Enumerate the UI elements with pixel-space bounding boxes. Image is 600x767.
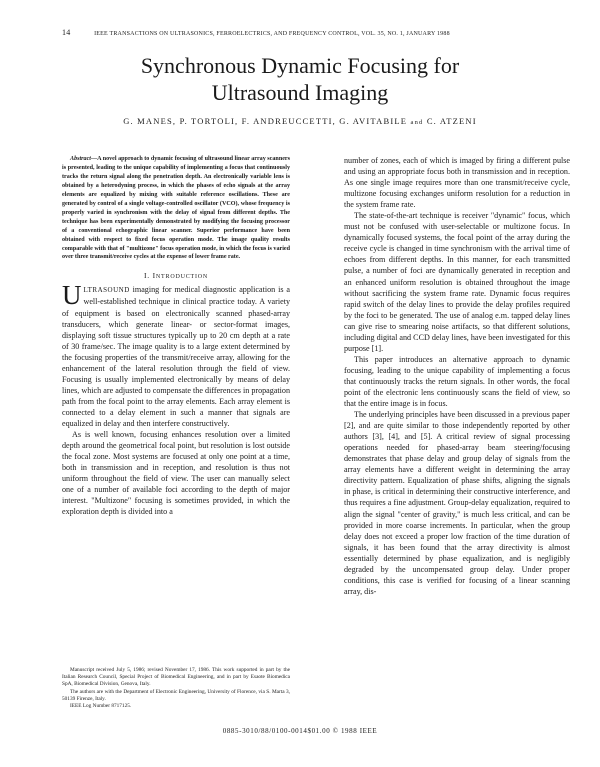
running-head xyxy=(62,28,550,37)
footnotes xyxy=(62,667,290,710)
abstract xyxy=(62,155,290,262)
title-line-1: Synchronous Dynamic Focusing for xyxy=(140,53,460,78)
page-number: 14 xyxy=(62,28,71,37)
paper-title xyxy=(40,52,560,106)
section-title-initial: I xyxy=(152,271,156,281)
section-heading-introduction xyxy=(62,271,290,280)
abstract-text: —A novel approach to dynamic focusing of ultrasound linear array scanners is presented, leading to the unique capability of implementing a focus that continuously tracks the return signal along the penetration depth. An electronically variable lens is obtained by a heterodyning process, in which the phases of echo signals at the array elements are equalized by mixing with suitable reference oscillations. These are generated by control of a single voltage-controlled oscillator (VCO), whose frequency is properly varied in synchronism with the delay of signal from different depths. The technique has been experimentally demonstrated by modifying the focusing processor of a conventional echographic linear scanner. Superior performance have been obtained with respect to fixed focus operation mode. The image quality results comparable with that of "multizone" focus operation mode, in which the focus is varied over three transmit/receive cycles at the expense of lower frame rate. xyxy=(62,156,290,261)
intro-paragraph-1-text: imaging for medical diagnostic application is a well-established technique in clinical practice today. A variety of equipment is based on electronically scanned phased-array transducers, which generate linear- or sector-format images, displaying soft tissue structures typically up to 20 cm depth at a rate of 30 frame/sec. The image quality is to a large extent determined by the focusing properties of the transmit/receive array, allowing for the enhancement of the lateral resolution through the field of view. Focusing is usually implemented electronically by means of delay lines, which are adjusted to compensate the differences in propagation path from the focal point to the array elements. Each array element is connected to a delay element in such a manner that signals are equalized in delay and then interfere constructively. xyxy=(62,285,290,428)
authors-last: C. ATZENI xyxy=(426,116,477,126)
right-paragraph-3: This paper introduces an alternative approach to dynamic focusing, leading to the unique capability of implementing a focus that continuously tracks the return signals. In other words, the focal point of the electronic lens continuously scans the field of view, so that the entire image is in focus. xyxy=(344,354,570,409)
right-paragraph-4: The underlying principles have been discussed in a previous paper [2], and are quite similar to those independently reported by other authors [3], [4], and [5]. A critical review of signal processing operations needed for phased-array beam steering/focusing demonstrates that phase delay and group delay of signals from the array elements have a different weight in determining the array directivity pattern. Equalization of phase shifts, aligning the signals in phase, is critical in determining their constructive interference, and thus requires a fine adjustment. Group-delay equalization, required to align the signal "center of gravity," is much less critical, and can be provided in more coarse increments. In particular, when the group delay does not exceed a proper low fraction of the time duration of signals, it has been found that the array directivity is almost essentially determined by phase equalization, and is negligibly degraded by the uncompensated group delay. Under proper conditions, this case is verified for focusing of a linear scanning array, dis- xyxy=(344,410,570,596)
journal-name: IEEE TRANSACTIONS ON ULTRASONICS, FERROELECTRICS, AND FREQUENCY CONTROL, VOL. 35, NO. 1, JANUARY 1988 xyxy=(94,31,450,37)
footnote-log-number: IEEE Log Number 8717125. xyxy=(70,703,132,710)
copyright-code: 0885-3010/88/0100-0014$01.00 © 1988 IEEE xyxy=(222,727,378,735)
right-column xyxy=(344,155,570,597)
section-title-rest: NTRODUCTION xyxy=(155,274,209,281)
footnote-affiliation: The authors are with the Department of Electronic Engineering, University of Florence, via S. Marta 3, 50139 Firenze, Italy. xyxy=(62,688,290,702)
right-paragraph-2: The state-of-the-art technique is receiver "dynamic" focus, which must not be confused with user-selectable or multizone focus. In dynamically focused systems, the focal point of the array during the receive cycle is changed in time synchronism with the arrival time of echoes from different depths. In this manner, for each transmitted pulse, a number of foci are dynamically generated in reception and an enhanced uniform resolution is obtained throughout the image without sacrificing the system frame rate. Dynamic focus requires rapid switch of the delay lines to provide the delay profiles required by the foci to be generated. The use of analog e.m. tapped delay lines can give rise to smearing noise artifacts, so that different solutions, including digital and CCD delay lines, have been investigated for this purpose [1]. xyxy=(344,211,570,353)
lead-caps: LTRASOUND xyxy=(83,286,130,295)
right-paragraph-1: number of zones, each of which is imaged by firing a different pulse and using an appropriate focus both in transmission and in reception. As one single image requires more than one transmit/receive cycle, multizone focusing exchanges uniform resolution for a reduction in the system frame rate. xyxy=(344,156,570,210)
footnote-manuscript: Manuscript received July 5, 1986; revised November 17, 1986. This work supported in part by the Italian Research Council, Special Project of Biomedical Engineering, and in part by Esaote Biomedica SpA, Biomedical Division, Genova, Italy. xyxy=(62,667,290,688)
author-list xyxy=(40,116,560,126)
intro-paragraph-2: As is well known, focusing enhances resolution over a limited depth around the geometrical focal point, but resolution is lost outside the focal zone. Most systems are focused at only one point at a time, both in transmission and in reception, and resolution is thus not uniform throughout the field of view. The user can manually select one of a number of available foci according to the depth of major interest. "Multizone" focusing is sometimes provided, in which the exploration depth is divided into a xyxy=(62,430,290,517)
authors-main: G. MANES, P. TORTOLI, F. ANDREUCCETTI, G. AVITABILE xyxy=(123,116,408,126)
abstract-label: Abstract xyxy=(70,156,91,162)
drop-cap: U xyxy=(62,280,82,311)
left-column xyxy=(62,155,290,517)
intro-paragraph-1 xyxy=(62,280,290,429)
authors-and: and xyxy=(410,119,424,126)
section-number: I. xyxy=(143,271,150,281)
title-line-2: Ultrasound Imaging xyxy=(211,80,389,105)
